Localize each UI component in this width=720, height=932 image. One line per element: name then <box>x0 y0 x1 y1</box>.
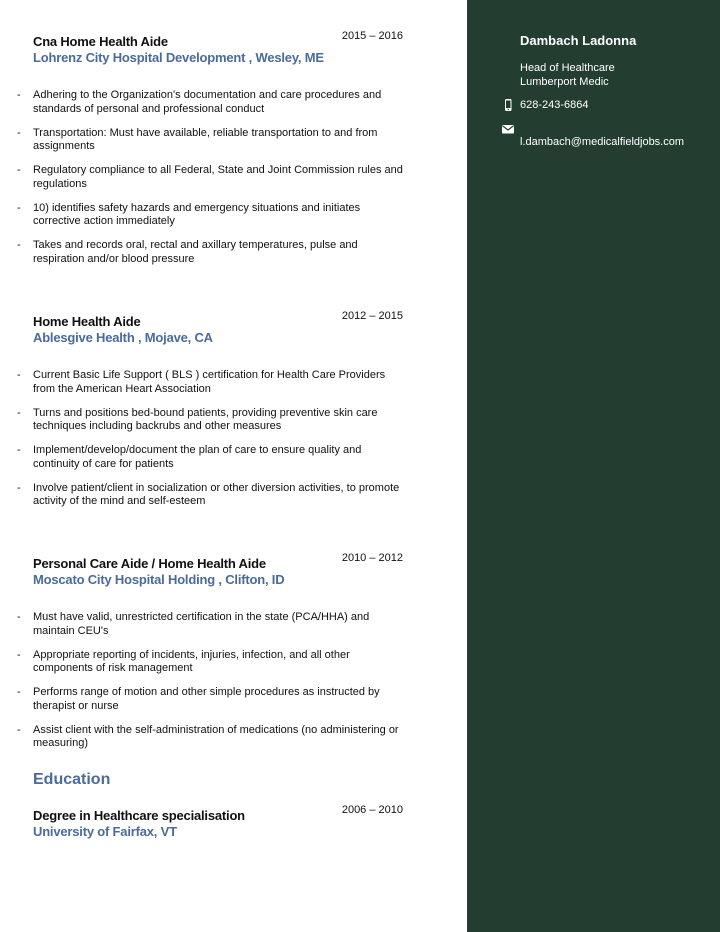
dash-marker: - <box>17 201 21 214</box>
job-organization: Lohrenz City Hospital Development , Wesley, ME <box>33 50 324 65</box>
bullet-item: - Current Basic Life Support ( BLS ) certification for Health Care Providers from the American Heart Association <box>17 369 386 395</box>
dash-marker: - <box>17 481 21 494</box>
title-line-2: Lumberport Medic <box>520 76 609 88</box>
job-bullets <box>17 611 405 761</box>
bullet-item: - Must have valid, unrestricted certification in the state (PCA/HHA) and maintain CEU's <box>17 611 370 637</box>
job-dates: 2010 – 2012 <box>341 552 403 564</box>
bullet-item: - Takes and records oral, rectal and axillary temperatures, pulse and respiration and/or blood pressure <box>17 239 358 265</box>
job-dates: 2012 – 2015 <box>341 310 403 322</box>
title-line-1: Head of Healthcare <box>520 62 615 74</box>
job-organization: Moscato City Hospital Holding , Clifton, ID <box>33 572 285 587</box>
dash-marker: - <box>17 164 21 176</box>
job-title: Cna Home Health Aide <box>33 34 168 49</box>
dash-marker: - <box>17 239 21 251</box>
dash-marker: - <box>17 89 21 101</box>
dash-marker: - <box>17 648 21 661</box>
job-title: Personal Care Aide / Home Health Aide <box>33 556 266 571</box>
bullet-item: - Implement/develop/document the plan of care to ensure quality and continuity of care for patients <box>17 444 362 470</box>
sidebar <box>467 0 720 932</box>
phone-icon <box>501 98 515 112</box>
bullet-item: - Adhering to the Organization's documentation and care procedures and standards of personal and professional conduct <box>17 89 382 115</box>
education-heading: Education <box>33 771 111 788</box>
bullet-item: - Turns and positions bed-bound patients, providing preventive skin care techniques including backrubs and other measures <box>17 406 378 432</box>
bullet-item: - Performs range of motion and other simple procedures as instructed by therapist or nurse <box>17 686 380 712</box>
dash-marker: - <box>17 611 21 623</box>
school-name: University of Fairfax, VT <box>33 824 177 839</box>
bullet-item: - Appropriate reporting of incidents, injuries, infection, and all other components of risk management <box>17 648 350 674</box>
dash-marker: - <box>17 126 21 139</box>
candidate-title <box>520 61 615 89</box>
job-bullets <box>17 369 405 519</box>
bullet-item: - Transportation: Must have available, reliable transportation to and from assignments <box>17 126 378 152</box>
job-bullets <box>17 89 405 277</box>
email-address[interactable]: l.dambach@medicalfieldjobs.com <box>520 136 685 148</box>
dash-marker: - <box>17 369 21 381</box>
bullet-item: - 10) identifies safety hazards and emergency situations and initiates corrective action immediately <box>17 201 361 227</box>
dash-marker: - <box>17 686 21 698</box>
bullet-item: - Assist client with the self-administration of medications (no administering or measuring) <box>17 723 399 749</box>
job-dates: 2015 – 2016 <box>341 30 403 42</box>
envelope-icon <box>501 122 515 136</box>
bullet-item: - Regulatory compliance to all Federal, State and Joint Commission rules and regulations <box>17 164 403 190</box>
job-organization: Ablesgive Health , Mojave, CA <box>33 330 213 345</box>
phone-number[interactable]: 628-243-6864 <box>520 99 589 111</box>
dash-marker: - <box>17 444 21 456</box>
degree-title: Degree in Healthcare specialisation <box>33 808 245 823</box>
dash-marker: - <box>17 406 21 419</box>
candidate-name: Dambach Ladonna <box>520 33 637 48</box>
bullet-item: - Involve patient/client in socialization or other diversion activities, to promote activity of the mind and self-esteem <box>17 481 400 507</box>
job-title: Home Health Aide <box>33 314 141 329</box>
education-dates: 2006 – 2010 <box>341 804 403 816</box>
dash-marker: - <box>17 723 21 736</box>
